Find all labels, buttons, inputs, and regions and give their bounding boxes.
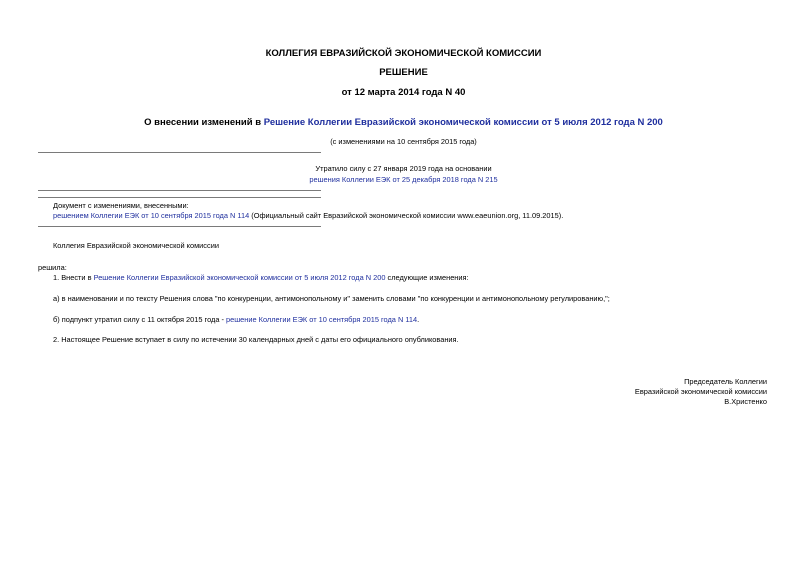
repeal-decision-link[interactable]: решения Коллегии ЕЭК от 25 декабря 2018 года N 215: [309, 175, 498, 184]
divider: [38, 197, 321, 198]
doc-title-prefix: О внесении изменений в: [144, 117, 264, 128]
item-b: [53, 315, 419, 324]
item-a: а) в наименовании и по тексту Решения слова "по конкуренции, антимонопольному и" заменить словами "по конкуренции и антимонопольному регулированию,";: [53, 294, 610, 303]
amending-decision-link[interactable]: решением Коллегии ЕЭК от 10 сентября 2015 года N 114: [53, 211, 250, 220]
resolved-text: решила:: [38, 263, 67, 272]
date-line: от 12 марта 2014 года N 40: [341, 87, 466, 98]
status-link-line: [0, 175, 807, 184]
item-1: [53, 273, 469, 282]
item-b-prefix: б) подпункт утратил силу с 11 октября 2015 года -: [53, 315, 227, 324]
signature-org: Евразийской экономической комиссии: [634, 387, 767, 396]
issuer-text: Коллегия Евразийской экономической комиссии: [53, 241, 219, 250]
item-1-prefix: 1. Внести в: [53, 273, 94, 282]
org-heading: КОЛЛЕГИЯ ЕВРАЗИЙСКОЙ ЭКОНОМИЧЕСКОЙ КОМИССИИ: [265, 48, 542, 59]
signature-name: В.Христенко: [724, 397, 767, 406]
item-1-link[interactable]: Решение Коллегии Евразийской экономической комиссии от 5 июля 2012 года N 200: [93, 273, 386, 282]
item-2: 2. Настоящее Решение вступает в силу по истечении 30 календарных дней с даты его официального опубликования.: [53, 335, 459, 344]
item-b-suffix: .: [417, 315, 420, 324]
divider: [38, 152, 321, 153]
doc-type-heading: РЕШЕНИЕ: [379, 67, 428, 78]
changes-source: (Официальный сайт Евразийской экономической комиссии www.eaeunion.org, 11.09.2015).: [249, 211, 564, 220]
doc-title-link[interactable]: Решение Коллегии Евразийской экономической комиссии от 5 июля 2012 года N 200: [263, 117, 663, 128]
status-line: Утратило силу с 27 января 2019 года на основании: [315, 164, 492, 173]
divider: [38, 190, 321, 191]
signature-title: Председатель Коллегии: [684, 377, 767, 386]
divider: [38, 226, 321, 227]
changes-line: [53, 211, 563, 220]
item-1-suffix: следующие изменения:: [385, 273, 469, 282]
amend-note: (с изменениями на 10 сентября 2015 года): [330, 137, 477, 146]
item-b-link[interactable]: решение Коллегии ЕЭК от 10 сентября 2015 года N 114: [226, 315, 418, 324]
changes-label: Документ с изменениями, внесенными:: [53, 201, 189, 210]
doc-title: [0, 117, 807, 128]
